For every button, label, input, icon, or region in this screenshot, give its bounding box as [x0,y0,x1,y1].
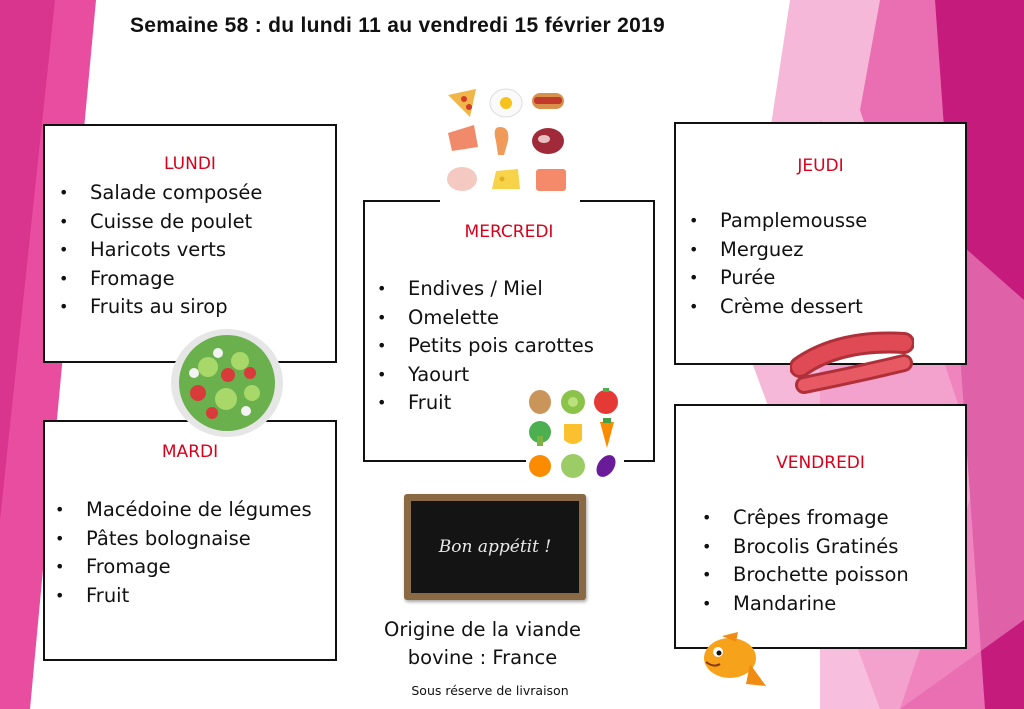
page-title: Semaine 58 : du lundi 11 au vendredi 15 février 2019 [130,14,666,37]
mardi-label: MARDI [161,442,219,462]
vendredi-box [674,404,967,649]
list-item: • Brochette poisson [688,561,909,590]
vendredi-menu-list [688,504,909,618]
list-item: • Merguez [675,236,867,265]
list-item: • Salade composée [45,179,262,208]
list-item: • Mandarine [688,590,909,619]
mercredi-label: MERCREDI [464,222,554,242]
list-item: • Pamplemousse [675,207,867,236]
list-item: • Purée [675,264,867,293]
chalkboard-surface [411,501,579,593]
list-item: • Pâtes bolognaise [41,525,312,554]
list-item: • Fruit [363,389,594,418]
list-item: • Fruits au sirop [45,293,262,322]
vendredi-label: VENDREDI [776,453,865,473]
list-item: • Crème dessert [675,293,867,322]
chalkboard-sign [404,494,586,600]
list-item: • Omelette [363,304,594,333]
list-item: • Brocolis Gratinés [688,533,909,562]
mardi-box [43,420,337,661]
list-item: • Fromage [45,265,262,294]
list-item: • Petits pois carottes [363,332,594,361]
meat-origin-note: Origine de la viande bovine : France [384,618,581,669]
chalkboard-text: Bon appétit ! [438,537,552,557]
list-item: • Macédoine de légumes [41,496,312,525]
salad-bowl-illustration [168,327,286,439]
vegetables-illustration [526,386,624,482]
list-item: • Cuisse de poulet [45,208,262,237]
jeudi-label: JEUDI [797,156,844,176]
delivery-disclaimer: Sous réserve de livraison [411,683,569,698]
lundi-menu-list [45,179,262,322]
list-item: • Yaourt [363,361,594,390]
mardi-menu-list [41,496,312,610]
jeudi-menu-list [675,207,867,321]
list-item: • Endives / Miel [363,275,594,304]
list-item: • Fruit [41,582,312,611]
fish-illustration [700,628,768,698]
food-icons-illustration [440,85,580,203]
sausage-illustration [790,327,914,403]
list-item: • Haricots verts [45,236,262,265]
list-item: • Crêpes fromage [688,504,909,533]
lundi-label: LUNDI [164,154,216,174]
list-item: • Fromage [41,553,312,582]
